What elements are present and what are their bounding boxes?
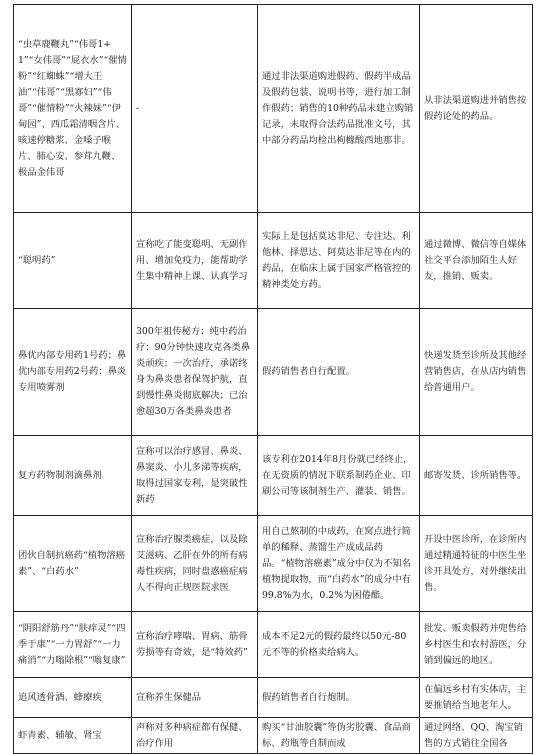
table-row [14,516,533,612]
channel-cell: 通过微博、微信等自媒体社交平台添加陌生人好友，推销、贩卖。 [420,213,533,309]
table-row [14,436,533,516]
product-cell: “聪明药” [14,213,132,309]
channel-cell: 快递发货至诊所及其他经营销售店，在从店内销售给普通用户。 [420,309,533,436]
fact-cell: 假药销售者自行配置。 [258,309,420,436]
table-row [14,678,533,718]
claim-cell: 宣称养生保健品 [132,678,258,718]
claim-cell: 宣称可以治疗感冒、鼻炎、鼻窦炎、小儿多涕等疾病，取得过国家专利，是突破性新药 [132,436,258,516]
channel-cell: 通过网络、QQ、淘宝销售的方式销往全国各 [420,718,533,754]
claim-cell: 宣称吃了能变聪明、无副作用、增加免疫力，能帮助学生集中精神上课、认真学习 [132,213,258,309]
fact-cell: 成本不足2元的假药最终以50元-80元不等的价格卖给病人。 [258,612,420,678]
product-cell: 复方药物制剂滴鼻剂 [14,436,132,516]
claim-cell: 宣称治疗哮喘、胃病、筋骨劳损等有奇效，是“特效药” [132,612,258,678]
claim-cell: 宣称治疗腺类癌症，以及除艾滋病、乙肝在外的所有病毒性疾病，同时盘惑癌症病人不得向正规医院求医 [132,516,258,612]
channel-cell: 批发、贩卖假药并兜售给乡村医生和农村游医，分销到偏远的地区。 [420,612,533,678]
fact-cell: 用自己熬制的中成药，在窝点进行简单的稀释、蒸馏生产成成品药品。“植物溶癌素”成分中仅为不知名植物提取物，而“白药水”的成分中有99.8%为水，0.2%为困倦酯。 [258,516,420,612]
product-cell: “阴阳舒筋丹”“肤痒灵”“四季于康”“一力胃舒”“一力痛消”“力嗡除根”“嗡复康” [14,612,132,678]
claim-cell: 300年祖传秘方；纯中药治疗；90分钟快速攻克各类鼻炎顽疾；一次治疗，承诺终身为鼻炎患者保驾护航，直到慢性鼻炎彻底解决；已治愈超30万各类鼻炎患者 [132,309,258,436]
table-row [14,309,533,436]
table-row [14,718,533,754]
product-cell: “虫草鹿鞭丸”“伟哥1+1”“女伟哥”“屁衣水”“催情粉”“红蜘蛛”“增大王油”“伟哥”“黑寡妇”“伟哥”“催情粉”“火辣妹”“伊甸园”、西瓜霜清咽含片、咳速停糖浆、金嗓子喉片、肺心安、参茸九鞭、极品金伟哥 [14,5,132,213]
claim-cell: 声称对多种病症都有保健、治疗作用 [132,718,258,754]
channel-cell: 邮寄发货、诊所销售等。 [420,436,533,516]
fact-cell: 实际上是包括莫达非尼、专注达、利他林、择思达、阿莫达非尼等在内的药品，在临床上属于国家严格管控的精神类处方药。 [258,213,420,309]
product-cell: 虾青素、辅敏、肾宝 [14,718,132,754]
channel-cell: 从非法渠道购进并销售按假药论处的药品。 [420,5,533,213]
fake-drug-cases-table [13,4,533,754]
table-row [14,612,533,678]
channel-cell: 开设中医诊所，在诊所内通过精通特征的中医生坐诊开具处方，对外继续出售。 [420,516,533,612]
fact-cell: 该专利在2014年8月份就已经终止，在无资质的情况下联系制药企业、印刷公司等该制剂生产、灌装、销售。 [258,436,420,516]
product-cell: 追风透骨酒、蜂療疾 [14,678,132,718]
fact-cell: 假药销售者自行炮制。 [258,678,420,718]
product-cell: 鼻优内部专用药1号药；鼻优内部专用药2号药；鼻炎专用喷雾剂 [14,309,132,436]
claim-cell: - [132,5,258,213]
table-row [14,5,533,213]
fact-cell: 通过非法渠道购进假药、假药半成品及假药包装、说明书等，进行加工制作假药；销售的10种药品未建立购销记录，未取得合法药品批准文号，其中部分药品均检出枸橼酸西地那非。 [258,5,420,213]
fact-cell: 购买“甘油胶囊”等伪劣胶囊、食品商标、药瓶等自制而成 [258,718,420,754]
product-cell: 团伙自制抗癌药“植物溶癌素”、“白药水” [14,516,132,612]
table-row [14,213,533,309]
channel-cell: 在偏远乡村有实体店，主要推销给当地老年人。 [420,678,533,718]
